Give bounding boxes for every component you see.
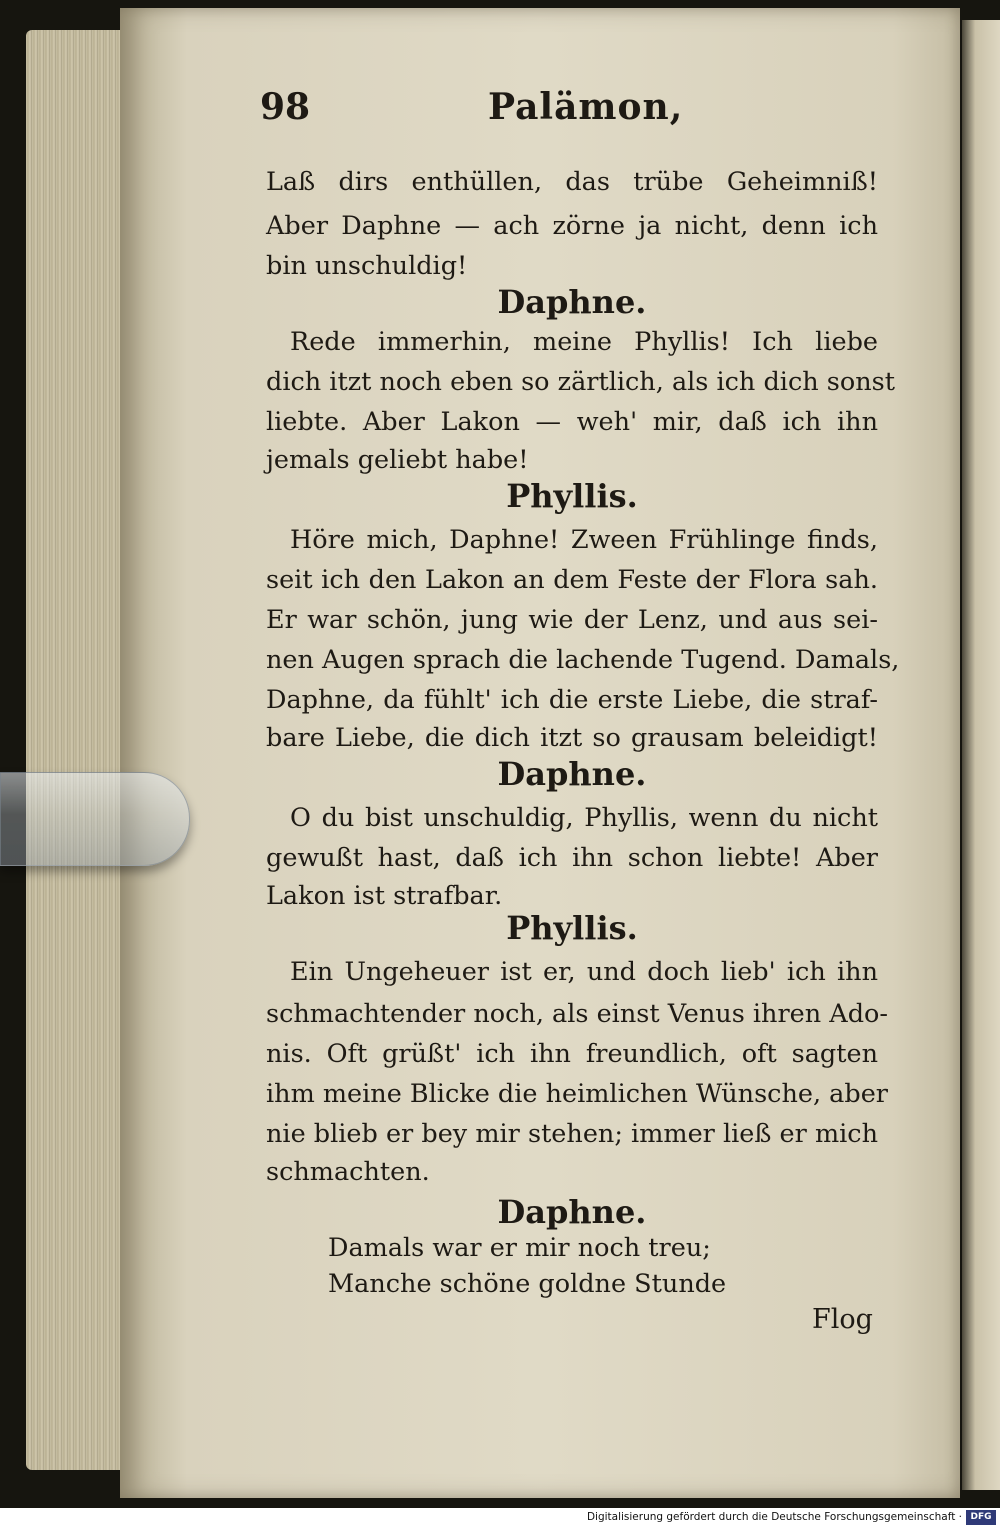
text-line: Laß dirs enthüllen, das trübe Geheimniß! [266,167,878,197]
speaker-name: Daphne. [497,755,647,793]
text-line: schmachten. [266,1157,430,1187]
page-number: 98 [260,86,311,128]
verse-line: Damals war er mir noch treu; [328,1233,711,1263]
running-title: Palämon, [488,86,684,128]
facing-page-edge [962,20,1000,1490]
text-line: Ein Ungeheuer ist er, und doch lieb' ich ihn [290,957,878,987]
text-line: jemals geliebt habe! [266,445,529,475]
text-line: bin unschuldig! [266,251,468,281]
text-line: Daphne, da fühlt' ich die erste Liebe, die straf- [266,685,878,715]
speaker-name: Daphne. [497,1193,647,1231]
text-line: schmachtender noch, als einst Venus ihren Ado- [266,999,888,1029]
text-line: liebte. Aber Lakon — weh' mir, daß ich ihn [266,407,878,437]
speaker-name: Phyllis. [506,477,638,515]
text-line: Höre mich, Daphne! Zween Frühlinge finds, [290,525,878,555]
text-line: Rede immerhin, meine Phyllis! Ich liebe [290,327,878,357]
page-clip [0,772,190,866]
footer-credit: Digitalisierung gefördert durch die Deutsche Forschungsgemeinschaft · [586,1511,962,1523]
speaker-name: Phyllis. [506,909,638,947]
text-line: Lakon ist strafbar. [266,881,503,911]
text-line: bare Liebe, die dich itzt so grausam beleidigt! [266,723,878,753]
catchword: Flog [812,1304,873,1335]
text-line: seit ich den Lakon an dem Feste der Flora sah. [266,565,878,595]
dfg-logo: DFG [966,1510,996,1525]
running-header [260,86,878,146]
text-line: Aber Daphne — ach zörne ja nicht, denn ich [266,211,878,241]
verse-line: Manche schöne goldne Stunde [328,1269,727,1299]
text-line: Er war schön, jung wie der Lenz, und aus sei- [266,605,878,635]
text-line: nis. Oft grüßt' ich ihn freundlich, oft sagten [266,1039,878,1069]
text-line: gewußt hast, daß ich ihn schon liebte! Aber [266,843,878,873]
speaker-name: Daphne. [497,283,647,321]
text-line: nie blieb er bey mir stehen; immer ließ er mich [266,1119,878,1149]
text-line: dich itzt noch eben so zärtlich, als ich dich sonst [266,367,895,397]
text-line: O du bist unschuldig, Phyllis, wenn du nicht [290,803,878,833]
text-line: ihm meine Blicke die heimlichen Wünsche, aber [266,1079,888,1109]
text-line: nen Augen sprach die lachende Tugend. Damals, [266,645,900,675]
